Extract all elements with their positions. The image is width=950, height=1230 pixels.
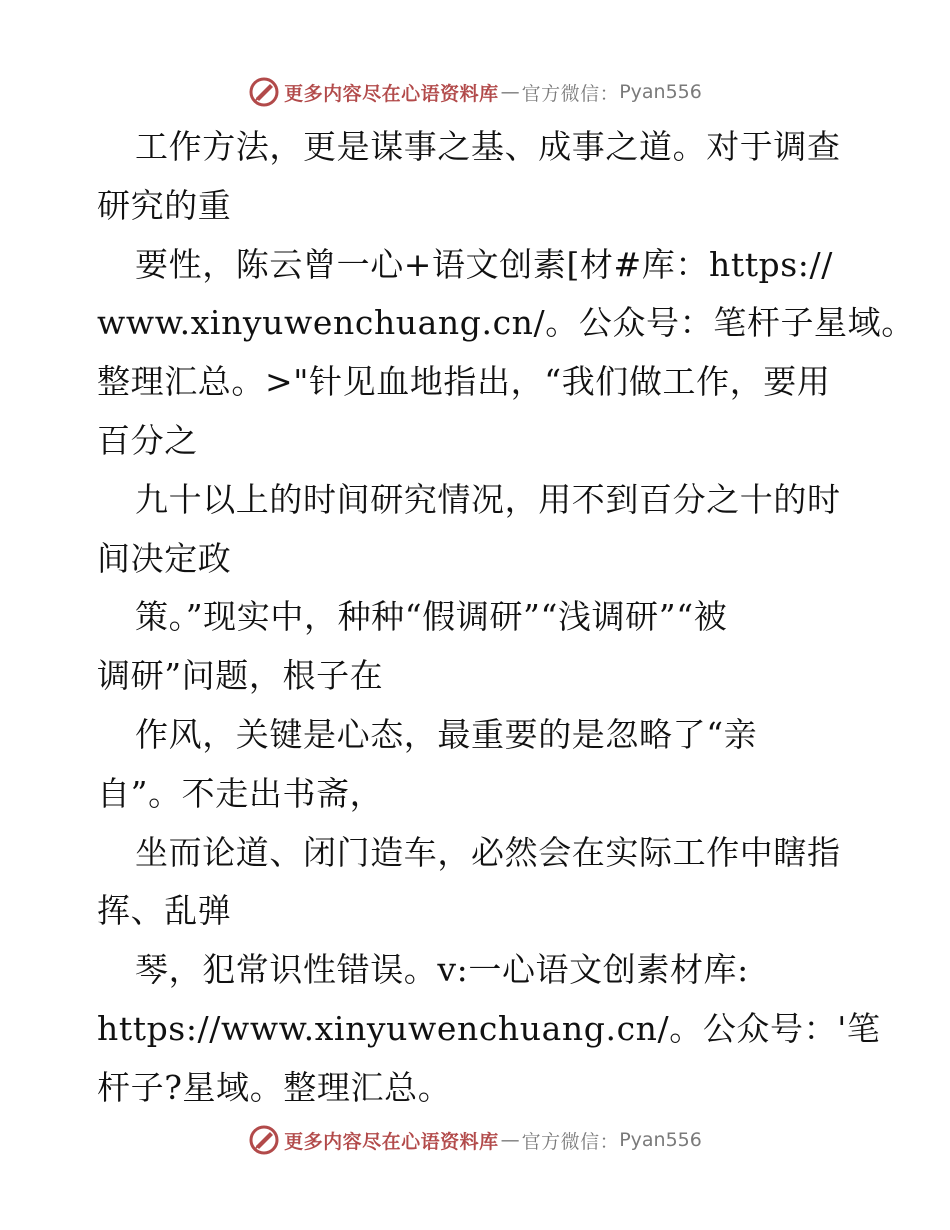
text-line: 九十以上的时间研究情况，用不到百分之十的时 bbox=[135, 479, 841, 519]
text-line: 间决定政 bbox=[97, 538, 232, 578]
text-line: 自”。不走出书斋， bbox=[97, 773, 384, 813]
text-line: 坐而论道、闭门造车，必然会在实际工作中瞎指 bbox=[135, 832, 841, 872]
text-line: 要性，陈云曾一心+语文创素[材#库：https:// bbox=[135, 244, 833, 284]
logo-icon bbox=[248, 76, 280, 108]
text-line: 琴，犯常识性错误。v:一心语文创素材库: bbox=[135, 950, 749, 990]
banner-wechat-id: Pyan556 bbox=[619, 81, 702, 103]
banner-dash: — bbox=[500, 1129, 520, 1151]
banner-dash: — bbox=[500, 81, 520, 103]
text-line: https://www.xinyuwenchuang.cn/。公众号：'笔 bbox=[97, 1008, 881, 1048]
banner-sub-text: 官方微信： bbox=[521, 82, 620, 105]
text-line: 作风，关键是心态，最重要的是忽略了“亲 bbox=[135, 714, 758, 754]
text-line: 调研”问题，根子在 bbox=[97, 656, 384, 696]
text-line: 整理汇总。>"针见血地指出，“我们做工作，要用 bbox=[97, 362, 831, 402]
banner-wechat-id: Pyan556 bbox=[619, 1129, 702, 1151]
banner-sub-text: 官方微信： bbox=[521, 1130, 620, 1153]
text-line: 挥、乱弹 bbox=[97, 891, 232, 931]
document-body bbox=[97, 118, 915, 1118]
text-line: 工作方法，更是谋事之基、成事之道。对于调查 bbox=[135, 127, 841, 166]
logo-icon bbox=[248, 1124, 280, 1156]
text-line: www.xinyuwenchuang.cn/。公众号：笔杆子星域。 bbox=[97, 303, 915, 343]
text-line: 研究的重 bbox=[97, 185, 232, 225]
banner-main-text: 更多内容尽在心语资料库 bbox=[284, 82, 499, 105]
footer-banner bbox=[0, 1118, 950, 1162]
header-banner bbox=[0, 70, 950, 114]
text-line: 百分之 bbox=[97, 420, 198, 460]
text-line: 策。”现实中，种种“假调研”“浅调研”“被 bbox=[135, 597, 728, 637]
text-line: 杆子?星域。整理汇总。 bbox=[97, 1067, 452, 1107]
banner-main-text: 更多内容尽在心语资料库 bbox=[284, 1130, 499, 1153]
